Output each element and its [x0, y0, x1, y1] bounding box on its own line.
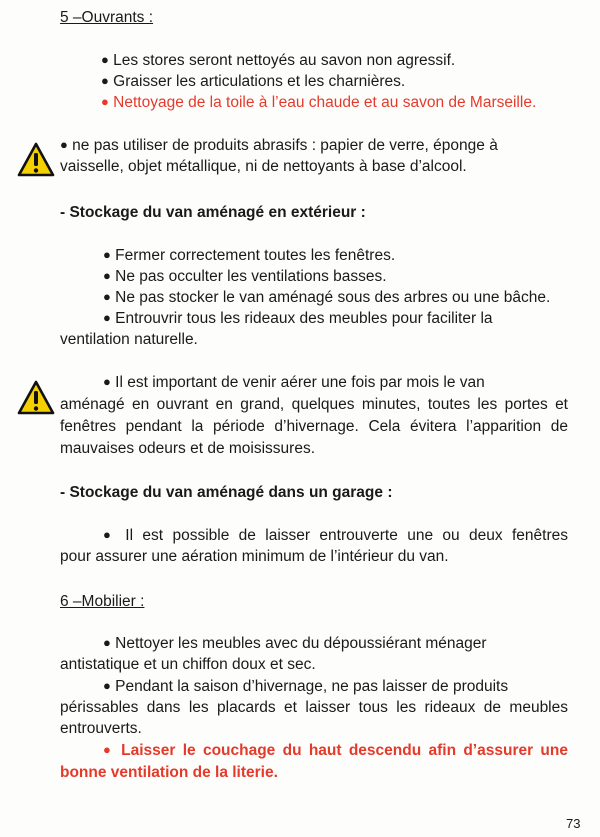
list-item-continuation: bonne ventilation de la literie. — [60, 764, 278, 781]
list-item-continuation: ventilation naturelle. — [60, 331, 198, 348]
bullet: ● — [103, 374, 111, 389]
warning-line: aménagé en ouvrant en grand, quelques minutes, toutes les portes et — [60, 396, 568, 413]
list-item — [103, 309, 493, 329]
list-item — [103, 634, 487, 654]
bullet: ● — [101, 52, 109, 67]
bullet: ● — [103, 247, 111, 262]
warning-icon — [17, 142, 55, 178]
paragraph-line — [103, 526, 568, 546]
warning-line: ne pas utiliser de produits abrasifs : papier de verre, éponge à — [72, 137, 498, 154]
warning-line: fenêtres pendant la période d’hivernage. Cela évitera l’apparition de — [60, 418, 568, 435]
list-item-text: Ne pas occulter les ventilations basses. — [115, 268, 387, 285]
list-item — [101, 51, 455, 71]
list-item-text: Laisser le couchage du haut descendu afin d’assurer une — [121, 742, 568, 759]
bullet: ● — [103, 310, 111, 325]
bullet: ● — [101, 73, 109, 88]
section-heading-mobilier: 6 –Mobilier : — [60, 593, 145, 610]
warning-text — [60, 136, 498, 156]
list-item-text: Fermer correctement toutes les fenêtres. — [115, 247, 396, 264]
list-item-continuation: antistatique et un chiffon doux et sec. — [60, 656, 316, 673]
bullet: ● — [103, 635, 111, 650]
section-heading-ouvrants: 5 –Ouvrants : — [60, 9, 154, 26]
section-heading-stockage-garage: - Stockage du van aménagé dans un garage : — [60, 484, 393, 501]
warning-text — [103, 373, 485, 393]
list-item — [103, 677, 508, 697]
bullet: ● — [103, 527, 116, 542]
paragraph-line: pour assurer une aération minimum de l’intérieur du van. — [60, 548, 449, 565]
bullet: ● — [103, 678, 111, 693]
list-item — [101, 72, 405, 92]
list-item-continuation: périssables dans les placards et laisser tous les rideaux de meubles — [60, 699, 568, 716]
list-item-highlight — [101, 93, 536, 113]
list-item-text: Les stores seront nettoyés au savon non agressif. — [113, 52, 456, 69]
list-item — [103, 267, 387, 287]
warning-line: mauvaises odeurs et de moisissures. — [60, 440, 316, 457]
list-item-text: Pendant la saison d’hivernage, ne pas laisser de produits — [115, 678, 509, 695]
list-item-text: Entrouvrir tous les rideaux des meubles pour faciliter la — [115, 310, 493, 327]
list-item-continuation: entrouverts. — [60, 720, 142, 737]
paragraph-text: Il est possible de laisser entrouverte une ou deux fenêtres — [125, 527, 569, 544]
page-number: 73 — [566, 816, 581, 831]
list-item — [103, 246, 395, 266]
bullet: ● — [103, 742, 114, 757]
list-item-text: Nettoyage de la toile à l’eau chaude et au savon de Marseille. — [113, 94, 537, 111]
list-item-text: Ne pas stocker le van aménagé sous des arbres ou une bâche. — [115, 289, 551, 306]
list-item-text: Graisser les articulations et les charnières. — [113, 73, 406, 90]
list-item-text: Nettoyer les meubles avec du dépoussiérant ménager — [115, 635, 487, 652]
bullet: ● — [101, 94, 109, 109]
list-item — [103, 288, 550, 308]
warning-icon — [17, 380, 55, 416]
list-item-highlight — [103, 741, 568, 761]
section-heading-stockage-exterieur: - Stockage du van aménagé en extérieur : — [60, 204, 366, 221]
bullet: ● — [103, 289, 111, 304]
bullet: ● — [60, 137, 68, 152]
warning-line: vaisselle, objet métallique, ni de nettoyants à base d’alcool. — [60, 158, 467, 175]
warning-line: Il est important de venir aérer une fois par mois le van — [115, 374, 485, 391]
bullet: ● — [103, 268, 111, 283]
